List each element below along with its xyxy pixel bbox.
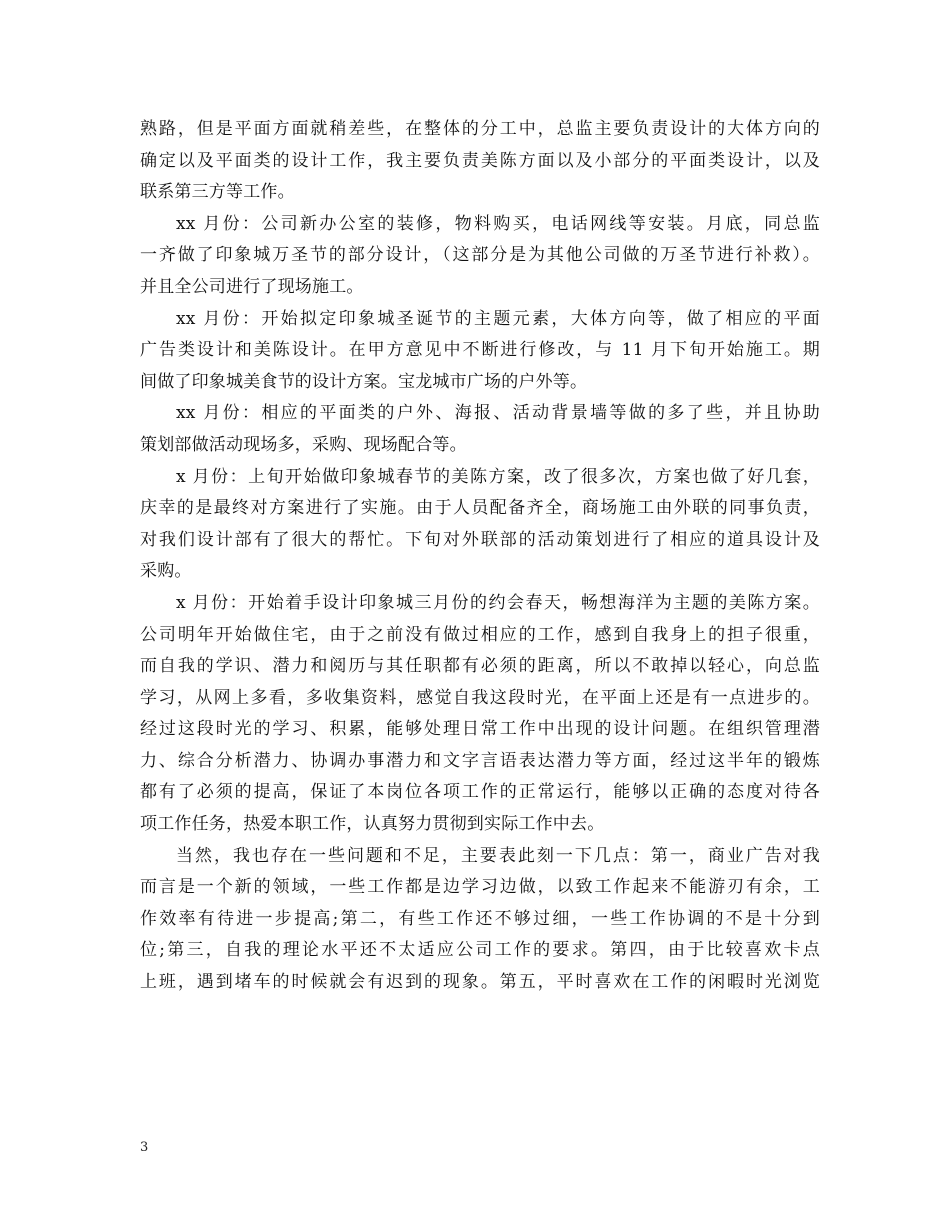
page-number: 3 xyxy=(140,1140,149,1155)
text-line: 对我们设计部有了很大的帮忙。下旬对外联部的活动策划进行了相应的道具设计及 xyxy=(140,529,820,550)
text-line: 间做了印象城美食节的设计方案。宝龙城市广场的户外等。 xyxy=(140,371,588,392)
text-line: 公司明年开始做住宅，由于之前没有做过相应的工作，感到自我身上的担子很重， xyxy=(140,624,820,645)
text-line: 项工作任务，热爱本职工作，认真努力贯彻到实际工作中去。 xyxy=(140,814,605,835)
text-line: 熟路，但是平面方面就稍差些，在整体的分工中，总监主要负责设计的大体方向的 xyxy=(140,119,820,139)
text-line: xx 月份：开始拟定印象城圣诞节的主题元素，大体方向等，做了相应的平面 xyxy=(176,308,820,329)
text-line: 都有了必须的提高，保证了本岗位各项工作的正常运行，能够以正确的态度对待各 xyxy=(140,782,820,803)
text-line: x 月份：上旬开始做印象城春节的美陈方案，改了很多次，方案也做了好几套， xyxy=(176,466,820,487)
text-line: 作效率有待进一步提高;第二，有些工作还不够过细，一些工作协调的不是十分到 xyxy=(140,908,820,929)
text-line: xx 月份：相应的平面类的户外、海报、活动背景墙等做的多了些，并且协助 xyxy=(176,403,820,424)
text-line: 联系第三方等工作。 xyxy=(140,182,295,203)
text-line: 并且全公司进行了现场施工。 xyxy=(140,276,364,297)
text-line: 位;第三，自我的理论水平还不太适应公司工作的要求。第四，由于比较喜欢卡点 xyxy=(140,940,820,961)
text-line: 经过这段时光的学习、积累，能够处理日常工作中出现的设计问题。在组织管理潜 xyxy=(140,719,820,740)
text-line: 而言是一个新的领域，一些工作都是边学习边做，以致工作起来不能游刃有余，工 xyxy=(140,877,820,898)
text-line: 广告类设计和美陈设计。在甲方意见中不断进行修改，与 11 月下旬开始施工。期 xyxy=(140,340,820,361)
text-line: 而自我的学识、潜力和阅历与其任职都有必须的距离，所以不敢掉以轻心，向总监 xyxy=(140,656,820,677)
text-line: 上班，遇到堵车的时候就会有迟到的现象。第五，平时喜欢在工作的闲暇时光浏览 xyxy=(140,972,820,993)
text-line: xx 月份：公司新办公室的装修，物料购买，电话网线等安装。月底，同总监 xyxy=(176,213,820,234)
text-line: 学习，从网上多看，多收集资料，感觉自我这段时光，在平面上还是有一点进步的。 xyxy=(140,687,820,708)
text-line: 策划部做活动现场多，采购、现场配合等。 xyxy=(140,434,467,455)
text-line: 一齐做了印象城万圣节的部分设计，（这部分是为其他公司做的万圣节进行补救）。 xyxy=(140,245,820,266)
text-line: 力、综合分析潜力、协调办事潜力和文字言语表达潜力等方面，经过这半年的锻炼 xyxy=(140,750,820,771)
text-line: 确定以及平面类的设计工作，我主要负责美陈方面以及小部分的平面类设计，以及 xyxy=(140,150,820,171)
text-line: 当然，我也存在一些问题和不足，主要表此刻一下几点：第一，商业广告对我 xyxy=(176,845,820,866)
text-line: 采购。 xyxy=(140,561,192,582)
document-body xyxy=(140,114,820,999)
text-line: 庆幸的是最终对方案进行了实施。由于人员配备齐全，商场施工由外联的同事负责， xyxy=(140,498,820,519)
text-line: x 月份：开始着手设计印象城三月份的约会春天，畅想海洋为主题的美陈方案。 xyxy=(176,592,820,613)
